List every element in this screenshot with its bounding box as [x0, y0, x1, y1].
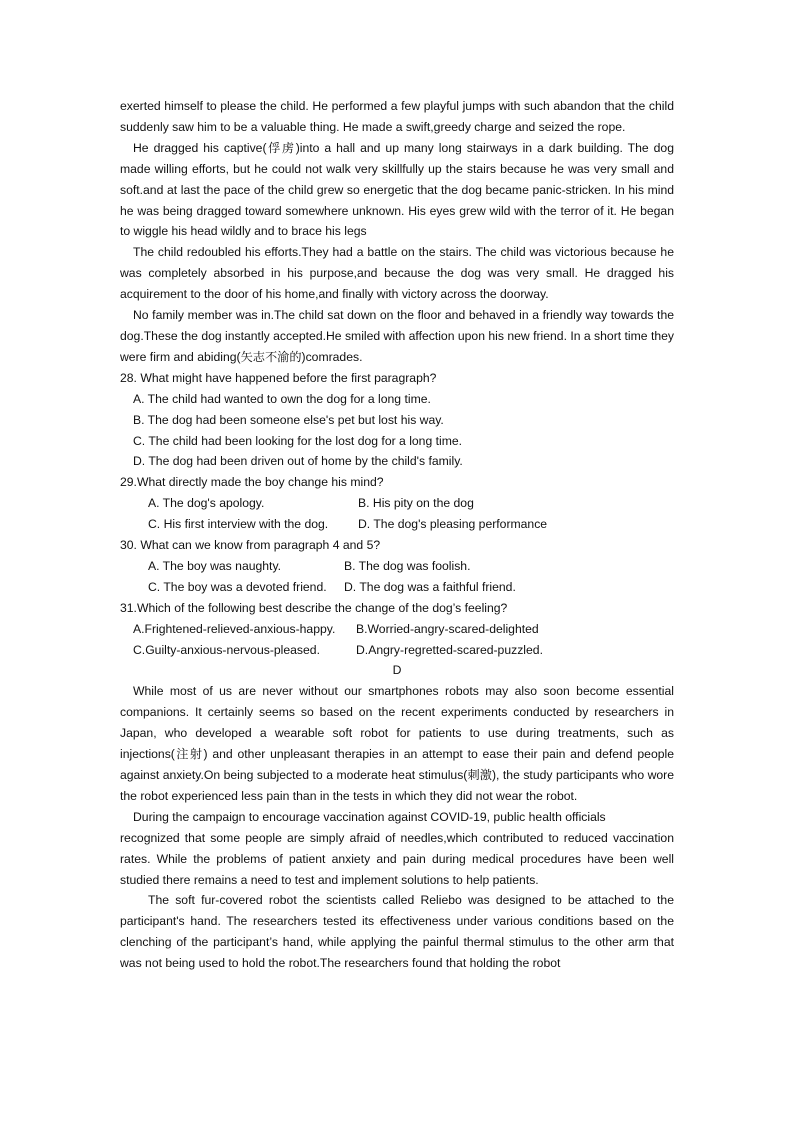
question-30-stem: 30. What can we know from paragraph 4 and 5? — [120, 538, 381, 553]
question-29-option-b: B. His pity on the dog — [358, 496, 474, 511]
question-29-option-a: A. The dog's apology. — [148, 496, 265, 511]
question-31 — [120, 598, 674, 661]
question-28-stem: 28. What might have happened before the first paragraph? — [120, 370, 437, 385]
passage-d-paragraph-3: The soft fur-covered robot the scientists called Reliebo was designed to be attached to the participant's hand. The researchers tested its effectiveness under various conditions based on the clenching of the participant’s hand, while applying the painful thermal stimulus to the other arm that was not being used to hold the robot.The researchers found that holding the robot — [120, 893, 674, 971]
question-28 — [120, 368, 674, 473]
question-30-option-d: D. The dog was a faithful friend. — [344, 579, 516, 594]
question-30-option-a: A. The boy was naughty. — [148, 558, 282, 573]
question-28-option-b: B. The dog had been someone else's pet but lost his way. — [133, 412, 444, 427]
question-28-option-d: D. The dog had been driven out of home by the child's family. — [133, 454, 463, 469]
passage-d-paragraph-2-rest: recognized that some people are simply afraid of needles,which contributed to reduced vaccination rates. While the problems of patient anxiety and pain during medical procedures have been well studied there remains a need to test and implement solutions to help patients. — [120, 830, 674, 887]
passage-d-paragraph-2-line-1: During the campaign to encourage vaccination against COVID-19, public health officials — [133, 809, 606, 824]
question-31-stem: 31.Which of the following best describe the change of the dog’s feeling? — [120, 600, 508, 615]
section-label-text: D — [392, 663, 402, 678]
question-29-options-row-2 — [120, 514, 674, 535]
passage-d-paragraph-1: While most of us are never without our smartphones robots may also soon become essential companions. It certainly seems so based on the recent experiments conducted by researchers in Japan, who developed a wearable soft robot for patients to use during treatments, such as injections(注射) and other unpleasant therapies in an attempt to ease their pain and defend people against anxiety.On being subjected to a moderate heat stimulus(刺激), the study participants who wore the robot experienced less pain than in the tests in which they did not wear the robot. — [120, 684, 674, 803]
question-29-stem: 29.What directly made the boy change his mind? — [120, 475, 384, 490]
passage-c-paragraph-1: exerted himself to please the child. He performed a few playful jumps with such abandon that the child suddenly saw him to be a valuable thing. He made a swift,greedy charge and seized the rope. — [120, 99, 674, 134]
passage-c-paragraph-2: He dragged his captive(俘虏)into a hall and up many long stairways in a dark building. The dog made willing efforts, but he could not walk very skillfully up the stairs because he was very small and soft.and at last the pace of the child grew so energetic that the dog became panic-stricken. In his mind he was being dragged toward somewhere unknown. His eyes grew wild with the terror of it. He began to wiggle his head wildly and to brace his legs — [120, 140, 674, 239]
question-29-option-c: C. His first interview with the dog. — [148, 517, 329, 532]
question-30 — [120, 535, 674, 598]
question-30-option-b: B. The dog was foolish. — [344, 558, 471, 573]
question-28-option-c: C. The child had been looking for the lost dog for a long time. — [133, 433, 463, 448]
question-30-option-c: C. The boy was a devoted friend. — [148, 579, 327, 594]
question-30-options-row-1 — [120, 556, 674, 577]
question-31-option-a: A.Frightened-relieved-anxious-happy. — [133, 621, 336, 636]
question-31-option-c: C.Guilty-anxious-nervous-pleased. — [133, 642, 320, 657]
question-31-option-b: B.Worried-angry-scared-delighted — [356, 621, 539, 636]
question-29-option-d: D. The dog's pleasing performance — [358, 517, 548, 532]
question-28-option-a: A. The child had wanted to own the dog for a long time. — [133, 391, 431, 406]
passage-c-paragraph-3: The child redoubled his efforts.They had a battle on the stairs. The child was victorious because he was completely absorbed in his purpose,and because the dog was very small. He dragged his acquirement to the door of his home,and finally with victory across the doorway. — [120, 245, 674, 302]
question-29-options-row-1 — [120, 493, 674, 514]
section-label-d — [120, 660, 674, 681]
question-29 — [120, 472, 674, 535]
document-page — [120, 96, 674, 974]
question-30-options-row-2 — [120, 577, 674, 598]
question-31-options-row-2 — [120, 640, 674, 661]
question-31-options-row-1 — [120, 619, 674, 640]
question-31-option-d: D.Angry-regretted-scared-puzzled. — [356, 642, 543, 657]
passage-c-paragraph-4: No family member was in.The child sat down on the floor and behaved in a friendly way towards the dog.These the dog instantly accepted.He smiled with affection upon his new friend. In a short time they were firm and abiding(矢志不渝的)comrades. — [120, 308, 674, 364]
